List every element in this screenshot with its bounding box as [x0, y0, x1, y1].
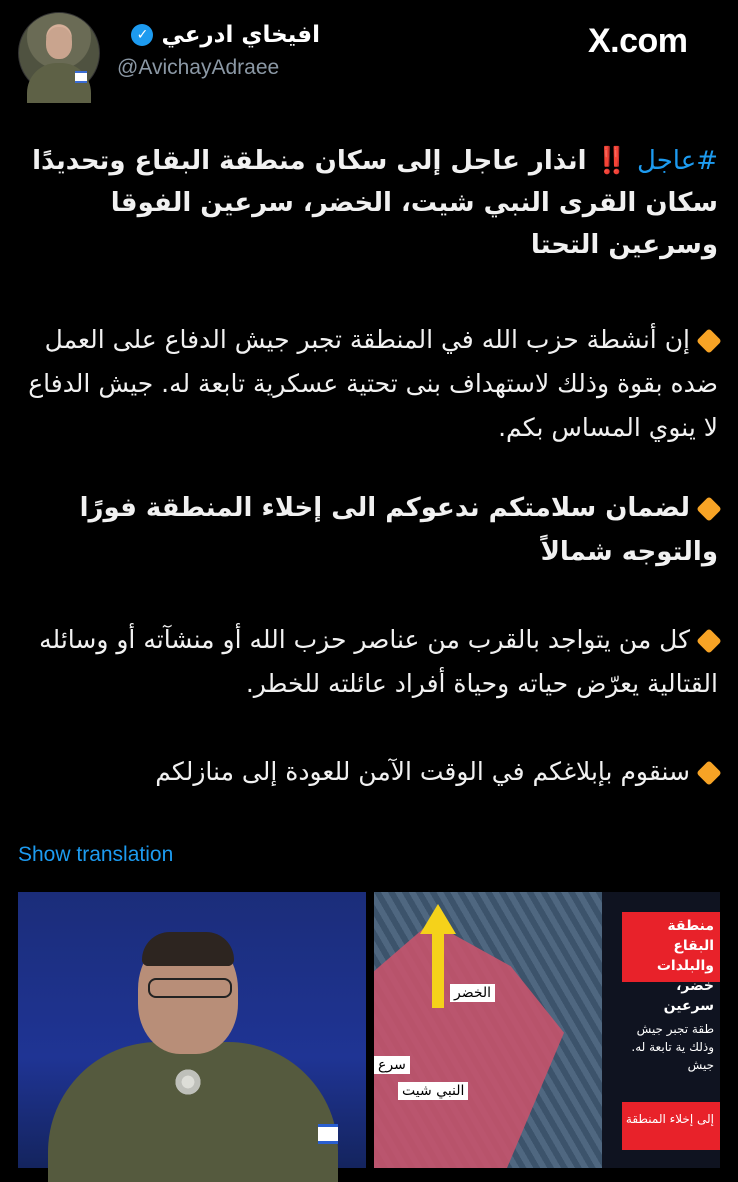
person-hair: [142, 932, 234, 966]
panel-body-text: طقة تجبر جيش وذلك ية تابعة له. جيش: [631, 1022, 714, 1072]
orange-diamond-icon: [696, 760, 721, 785]
map-text-panel: [602, 892, 720, 1168]
flag-patch-icon: [75, 71, 87, 83]
author-name-row[interactable]: [131, 22, 320, 48]
map-label: الخضر: [450, 984, 495, 1002]
panel-red-heading: منطقة البقاع والبلدات خضر، سرعين: [622, 912, 720, 982]
panel-red-footer: إلى إخلاء المنطقة: [622, 1102, 720, 1150]
flag-patch-icon: [318, 1124, 338, 1144]
verified-badge-icon: ✓: [131, 24, 153, 46]
media-photo-spokesperson[interactable]: [18, 892, 366, 1168]
north-arrow-shaft: [432, 932, 444, 1008]
orange-diamond-icon: [696, 628, 721, 653]
alert-headline: انذار عاجل إلى سكان منطقة البقاع وتحديدًا سكان القرى النبي شيت، الخضر، سرعين الفوقا وسرعين التحتا: [32, 146, 718, 260]
orange-diamond-icon: [696, 496, 721, 521]
glasses-icon: [148, 978, 232, 998]
double-exclamation-icon: ‼️: [595, 146, 628, 176]
author-name[interactable]: افيخاي ادرعي: [161, 22, 320, 48]
paragraph-text: إن أنشطة حزب الله في المنطقة تجبر جيش الدفاع على العمل ضده بقوة وذلك لاستهداف بنى تحتية عسكرية تابعة له. جيش الدفاع لا ينوي المساس بكم.: [28, 325, 718, 442]
map-label: سرع: [374, 1056, 410, 1074]
tweet-paragraph-5: [22, 750, 718, 794]
media-photo-map[interactable]: [374, 892, 720, 1168]
paragraph-text: لضمان سلامتكم ندعوكم الى إخلاء المنطقة فورًا والتوجه شمالاً: [79, 493, 718, 567]
tweet-paragraph-2: [22, 318, 718, 450]
avatar-face: [46, 27, 72, 59]
microphone-icon: [166, 1060, 210, 1104]
orange-diamond-icon: [696, 328, 721, 353]
tweet-media[interactable]: [18, 892, 720, 1168]
show-translation-link[interactable]: Show translation: [18, 843, 174, 866]
map-label: النبي شيت: [398, 1082, 468, 1100]
north-arrow-icon: [420, 904, 456, 934]
tweet-header: [0, 0, 738, 110]
paragraph-text: سنقوم بإبلاغكم في الوقت الآمن للعودة إلى منازلكم: [155, 757, 690, 786]
avatar[interactable]: [18, 12, 100, 94]
tweet-paragraph-4: [22, 618, 718, 706]
tweet-paragraph-3: [22, 486, 718, 574]
avatar-uniform: [27, 63, 91, 103]
author-handle[interactable]: @AvichayAdraee: [117, 56, 280, 79]
hashtag-link[interactable]: #عاجل: [637, 146, 718, 176]
x-logo: X.com: [588, 22, 688, 60]
paragraph-text: كل من يتواجد بالقرب من عناصر حزب الله أو منشآته أو وسائله القتالية يعرّض حياته وحياة أفراد عائلته للخطر.: [39, 625, 718, 698]
tweet-paragraph-1: [22, 140, 718, 266]
